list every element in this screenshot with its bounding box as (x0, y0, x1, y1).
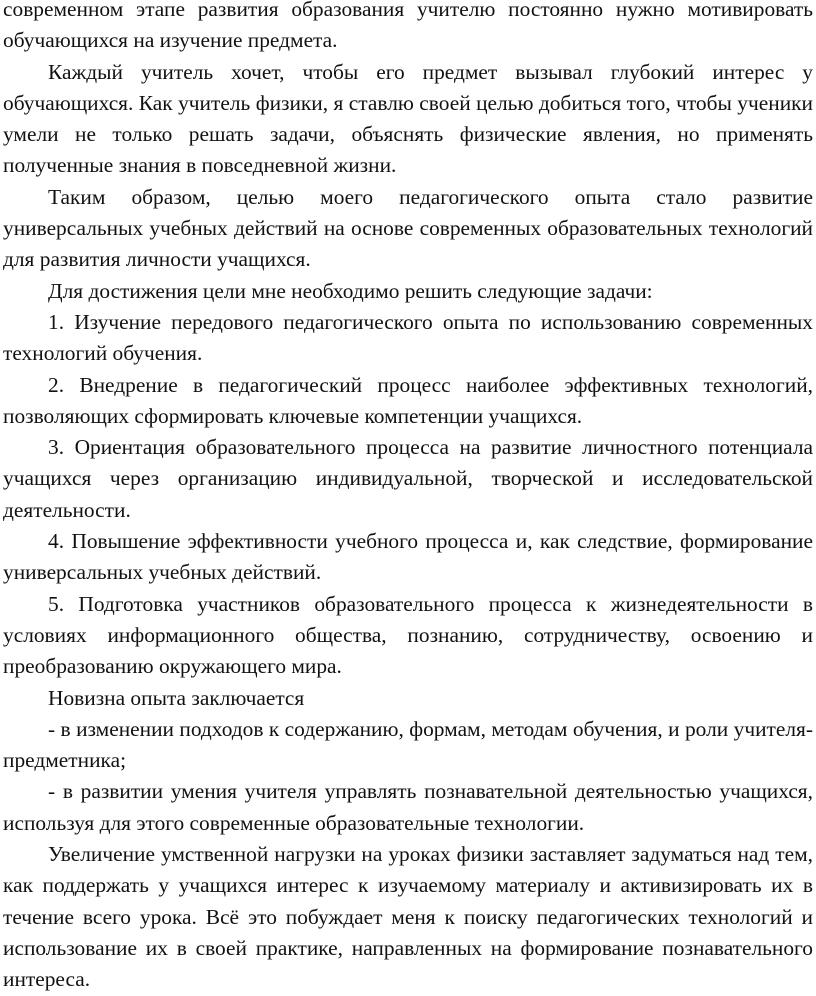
paragraph-experience-goal: Таким образом, целью моего педагогического опыта стало развитие универсальных учебных действий на основе современных образовательных технологий для развития личности учащихся. (3, 184, 813, 272)
paragraph-teacher-goal: Каждый учитель хочет, чтобы его предмет вызывал глубокий интерес у обучающихся. Как учитель физики, я ставлю своей целью добиться того, чтобы ученики умели не только решать задачи, объяснять физические явления, но применять полученные знания в повседневной жизни. (3, 59, 813, 178)
paragraph-novelty-heading: Новизна опыта заключается (48, 685, 305, 710)
list-item-task-4: 4. Повышение эффективности учебного процесса и, как следствие, формирование универсальных учебных действий. (3, 529, 813, 585)
list-item-novelty-2: - в развитии умения учителя управлять познавательной деятельностью учащихся, используя для этого современные образовательные технологии. (3, 779, 813, 835)
list-item-task-2: 2. Внедрение в педагогический процесс наиболее эффективных технологий, позволяющих сформировать ключевые компетенции учащихся. (3, 372, 813, 428)
list-item-task-3: 3. Ориентация образовательного процесса на развитие личностного потенциала учащихся через организацию индивидуальной, творческой и исследовательской деятельности. (3, 435, 813, 522)
list-item-novelty-1: - в изменении подходов к содержанию, формам, методам обучения, и роли учителя-предметника; (3, 716, 813, 773)
paragraph-tasks-intro: Для достижения цели мне необходимо решить следующие задачи: (48, 278, 653, 303)
list-item-task-5: 5. Подготовка участников образовательного процесса к жизнедеятельности в условиях информационного общества, познанию, сотрудничеству, освоению и преобразованию окружающего мира. (3, 591, 813, 679)
list-item-task-1: 1. Изучение передового педагогического опыта по использованию современных технологий обучения. (3, 309, 813, 366)
paragraph-conclusion: Увеличение умственной нагрузки на уроках физики заставляет задуматься над тем, как поддержать у учащихся интерес к изучаемому материалу и активизировать их в течение всего урока. Всё это побуждает меня к поиску педагогических технологий и использование их в своей практике, направленных на формирование познавательного интереса. (3, 842, 813, 992)
paragraph-continued-intro: современном этапе развития образования учителю постоянно нужно мотивировать обучающихся на изучение предмета. (3, 0, 813, 53)
